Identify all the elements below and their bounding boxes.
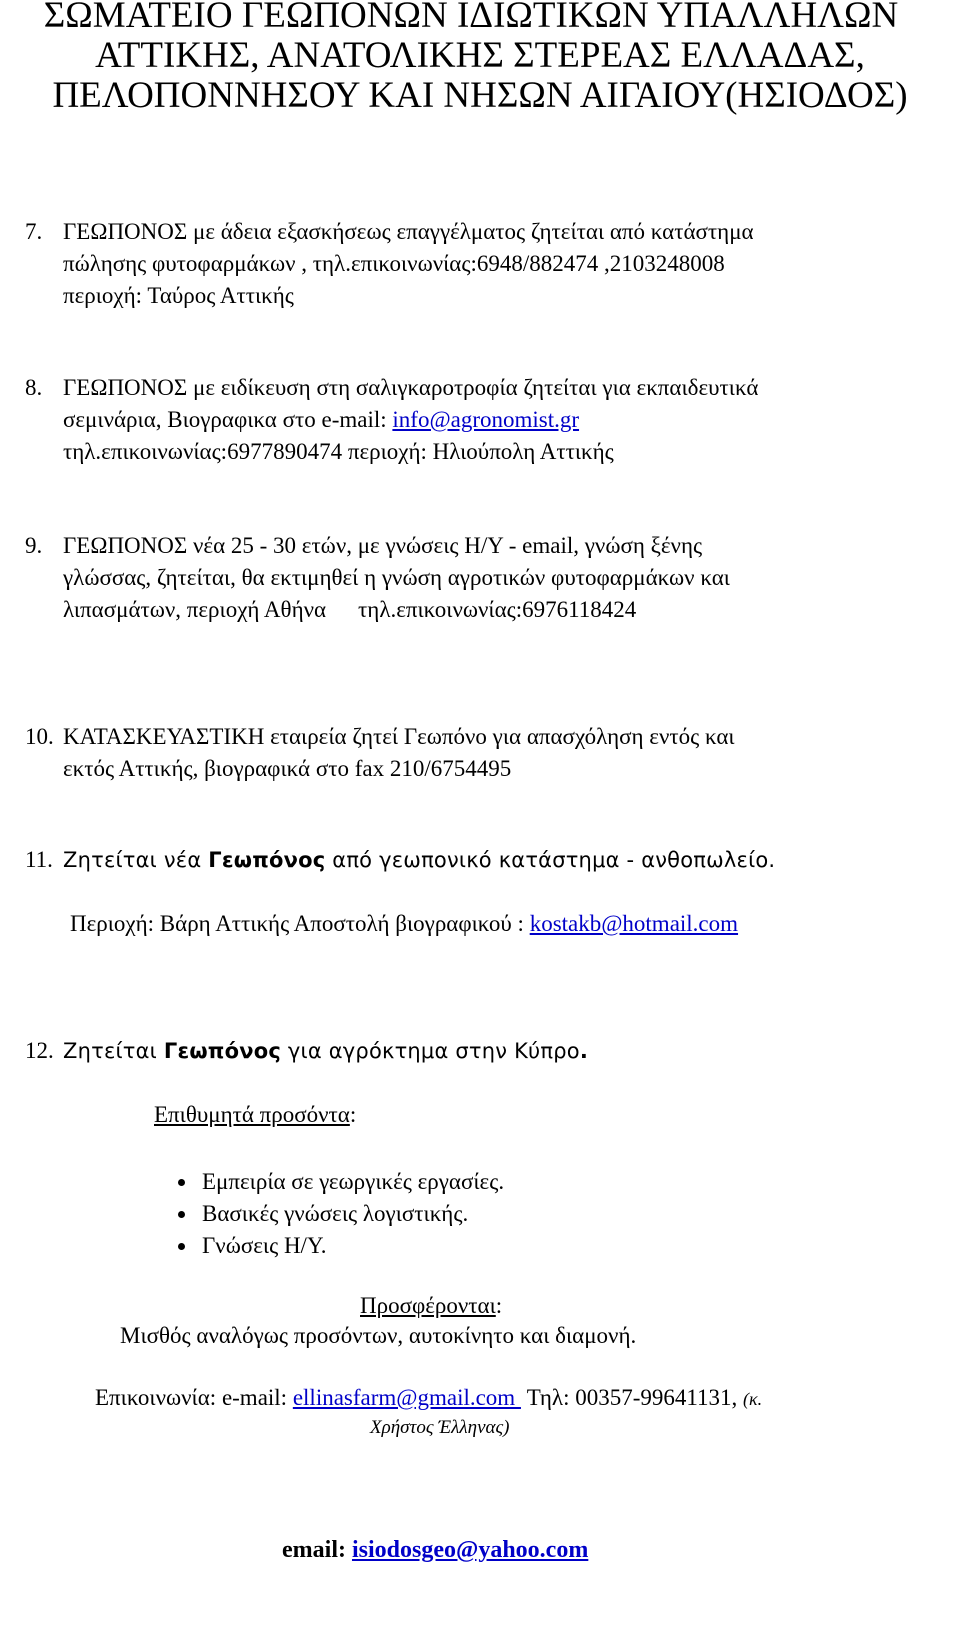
list-item: • Βασικές γνώσεις λογιστικής. <box>198 1198 504 1230</box>
listing-9-line-3a: λιπασμάτων, περιοχή Αθήνα <box>63 597 327 622</box>
listing-11-contact-text: Περιοχή: Βάρη Αττικής Αποστολή βιογραφικού : <box>70 911 530 936</box>
listing-10-line-1: ΚΑΤΑΣΚΕΥΑΣΤΙΚΗ εταιρεία ζητεί Γεωπόνο για απασχόληση εντός και <box>63 724 735 749</box>
listing-8 <box>25 372 945 468</box>
listing-number: 12. <box>25 1038 54 1063</box>
listing-12-text-b: για αγρόκτημα στην Κύπρο <box>281 1039 580 1063</box>
requirements-heading-text: Επιθυμητά προσόντα <box>154 1102 350 1127</box>
item12-contact-phone: Τηλ: 00357-99641131, <box>520 1385 744 1410</box>
listing-9-line-1: ΓΕΩΠΟΝΟΣ νέα 25 - 30 ετών, με γνώσεις Η/Υ - email, γνώση ξένης <box>63 533 703 558</box>
header-line-1: ΣΩΜΑΤΕΙΟ ΓΕΩΠΟΝΩΝ ΙΔΙΩΤΙΚΩΝ ΥΠΑΛΛΗΛΩΝ <box>43 0 899 36</box>
listing-12-text-end: . <box>579 1039 589 1063</box>
listing-11 <box>25 844 945 876</box>
listing-9 <box>25 530 945 626</box>
listing-7-line-2: πώλησης φυτοφαρμάκων , τηλ.επικοινωνίας:6948/882474 ,2103248008 <box>63 251 725 276</box>
listing-7-line-1: ΓΕΩΠΟΝΟΣ με άδεια εξασκήσεως επαγγέλματος ζητείται από κατάστημα <box>63 219 754 244</box>
listing-8-line-1: ΓΕΩΠΟΝΟΣ με ειδίκευση στη σαλιγκαροτροφία ζητείται για εκπαιδευτικά <box>63 375 759 400</box>
listing-7 <box>25 216 945 312</box>
item12-contact-person-a: (κ. <box>743 1389 763 1409</box>
requirements-list <box>150 1166 504 1262</box>
item12-contact <box>95 1382 762 1415</box>
offered-heading-text: Προσφέρονται <box>360 1293 496 1318</box>
listing-number: 9. <box>25 533 43 558</box>
email-link-agronomist[interactable]: info@agronomist.gr <box>392 407 580 432</box>
header-line-2: ΑΤΤΙΚΗΣ, ΑΝΑΤΟΛΙΚΗΣ ΣΤΕΡΕΑΣ ΕΛΛΑΔΑΣ, <box>95 35 865 76</box>
listing-11-contact <box>70 908 738 940</box>
listing-10 <box>25 721 945 785</box>
listing-9-line-2: γλώσσας, ζητείται, θα εκτιμηθεί η γνώση αγροτικών φυτοφαρμάκων και <box>63 565 730 590</box>
listing-11-text-bold: Γεωπόνος <box>208 848 326 872</box>
list-item: • Γνώσεις Η/Υ. <box>198 1230 504 1262</box>
email-link-ellinasfarm[interactable]: ellinasfarm@gmail.com <box>292 1385 521 1410</box>
listing-11-line-1 <box>63 848 775 872</box>
email-link-kostakb[interactable]: kostakb@hotmail.com <box>529 911 739 936</box>
listing-9-line-3 <box>25 594 945 626</box>
item12-contact-prefix: Επικοινωνία: e-mail: <box>95 1385 293 1410</box>
offered-text: Μισθός αναλόγως προσόντων, αυτοκίνητο και διαμονή. <box>120 1323 637 1348</box>
listing-12-line-1 <box>63 1039 588 1063</box>
listing-12 <box>25 1035 945 1067</box>
listing-11-text-b: από γεωπονικό κατάστημα - ανθοπωλείο. <box>325 848 776 872</box>
requirements-heading-colon: : <box>349 1102 357 1127</box>
listing-number: 8. <box>25 375 43 400</box>
listing-8-line-3: τηλ.επικοινωνίας:6977890474 περιοχή: Ηλιούπολη Αττικής <box>63 439 614 464</box>
listing-10-line-2: εκτός Αττικής, βιογραφικά στο fax 210/6754495 <box>63 756 512 781</box>
listing-12-text-bold: Γεωπόνος <box>163 1039 282 1063</box>
header-line-3: ΠΕΛΟΠΟΝΝΗΣΟΥ ΚΑΙ ΝΗΣΩΝ ΑΙΓΑΙΟΥ(ΗΣΙΟΔΟΣ) <box>52 75 908 116</box>
offered-heading-colon: : <box>495 1293 503 1318</box>
listing-number: 11. <box>25 847 53 872</box>
listing-7-line-3: περιοχή: Ταύρος Αττικής <box>63 283 294 308</box>
listing-11-text-a: Ζητείται νέα <box>63 848 209 872</box>
requirements-heading <box>154 1099 356 1131</box>
footer-email-label: email: <box>282 1537 352 1563</box>
listing-9-line-3b: τηλ.επικοινωνίας:6976118424 <box>358 597 637 622</box>
document-header <box>0 0 960 116</box>
email-link-isiodosgeo[interactable]: isiodosgeo@yahoo.com <box>351 1537 589 1563</box>
listing-12-text-a: Ζητείται <box>63 1039 164 1063</box>
listing-8-line-2 <box>25 404 945 436</box>
item12-contact-person-b: Χρήστος Έλληνας) <box>370 1417 510 1438</box>
listing-number: 7. <box>25 219 43 244</box>
list-item: • Εμπειρία σε γεωργικές εργασίες. <box>198 1166 504 1198</box>
listing-8-line-2-text: σεμινάρια, Βιογραφικα στο e-mail: <box>63 407 393 432</box>
offered-heading <box>360 1290 502 1322</box>
listing-number: 10. <box>25 724 54 749</box>
footer-email <box>282 1534 588 1566</box>
